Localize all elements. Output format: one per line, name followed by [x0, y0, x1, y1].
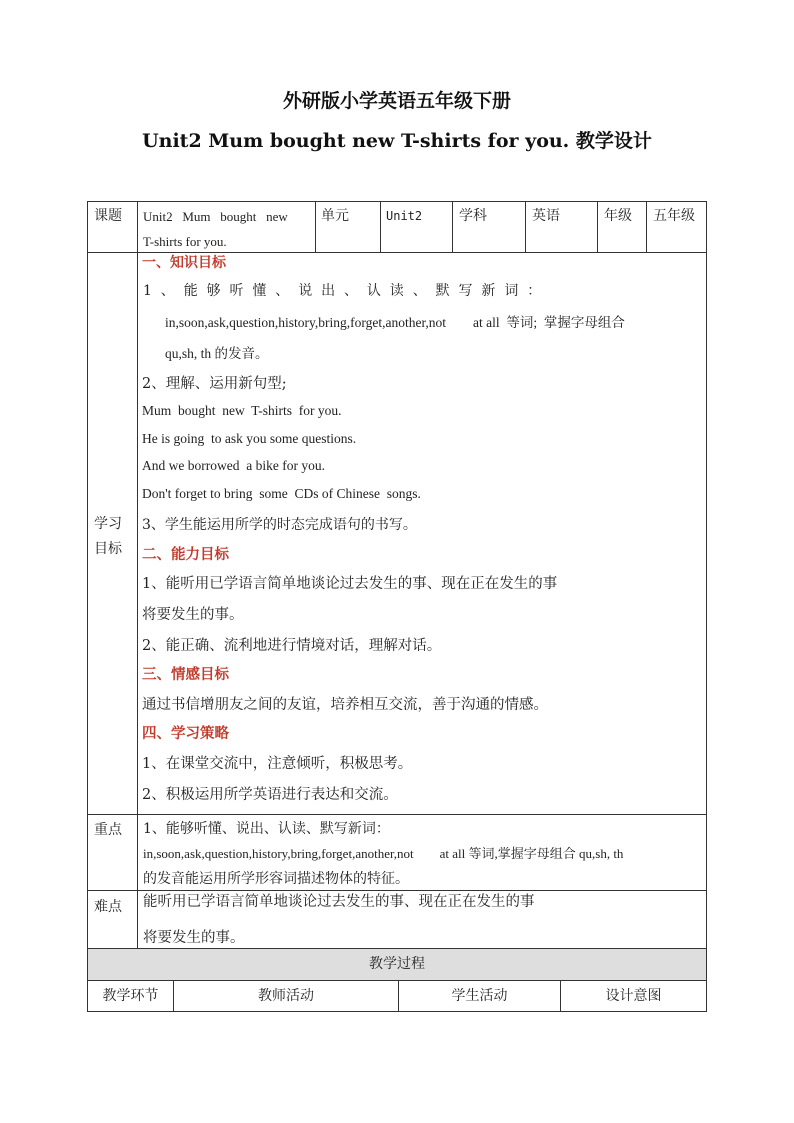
- table-col-h7: [646, 201, 647, 252]
- process-col-teacher: 教师活动: [258, 988, 314, 1004]
- label-topic: 课题: [94, 208, 122, 224]
- process-title: 教学过程: [369, 956, 425, 972]
- label-subject: 学科: [459, 208, 487, 224]
- section-ability-title: 二、能力目标: [142, 546, 229, 563]
- section-strategy-title: 四、学习策略: [142, 725, 229, 742]
- label-grade: 年级: [604, 208, 632, 224]
- table-border-left: [87, 201, 88, 1012]
- process-col-student: 学生活动: [451, 988, 508, 1004]
- label-unit: 单元: [321, 208, 349, 224]
- table-line-after-goals: [87, 814, 707, 815]
- ability-item1-line1: 1、能听用已学语言简单地谈论过去发生的事、现在正在发生的事: [142, 576, 558, 592]
- table-col-label: [137, 201, 138, 948]
- label-goals-line1: 学习: [94, 516, 122, 532]
- sentence-1: Mum bought new T-shirts for you.: [142, 403, 342, 418]
- topic-value-line1: Unit2 Mum bought new: [143, 209, 288, 224]
- grade-value: 五年级: [653, 208, 695, 224]
- sentence-3: And we borrowed a bike for you.: [142, 458, 325, 473]
- key-points-line3: 的发音能运用所学形容词描述物体的特征。: [143, 871, 409, 887]
- section-emotion-title: 三、情感目标: [142, 666, 229, 683]
- table-border-right: [706, 201, 707, 1012]
- knowledge-item3: 3、学生能运用所学的时态完成语句的书写。: [142, 517, 417, 533]
- label-difficulties: 难点: [94, 899, 122, 915]
- table-line-after-process-title: [87, 980, 707, 981]
- topic-value-line2: T-shirts for you.: [143, 234, 227, 249]
- subject-value: 英语: [532, 208, 560, 224]
- key-points-line2: in,soon,ask,question,history,bring,forget,another,not at all 等词,掌握字母组合 qu,sh, th: [143, 846, 624, 861]
- table-col-h6: [597, 201, 598, 252]
- document-subtitle: Unit2 Mum bought new T-shirts for you. 教学设计: [142, 130, 652, 152]
- table-col-h4: [452, 201, 453, 252]
- label-key-points: 重点: [94, 822, 122, 838]
- table-col-h2: [315, 201, 316, 252]
- ability-item2: 2、能正确、流利地进行情境对话，理解对话。: [142, 638, 442, 654]
- table-line-after-difficulties: [87, 948, 707, 949]
- strategy-item2: 2、积极运用所学英语进行表达和交流。: [142, 787, 398, 803]
- label-goals-line2: 目标: [94, 541, 122, 557]
- difficulties-line1: 能听用已学语言简单地谈论过去发生的事、现在正在发生的事: [143, 894, 535, 910]
- sentence-2: He is going to ask you some questions.: [142, 431, 357, 446]
- table-col-h3: [380, 201, 381, 252]
- section-knowledge-title: 一、知识目标: [142, 255, 226, 271]
- knowledge-item1-line2: in,soon,ask,question,history,bring,forget,another,not at all 等词; 掌握字母组合: [165, 315, 625, 330]
- document-title: 外研版小学英语五年级下册: [282, 90, 511, 112]
- knowledge-item1-line1: 1 、 能 够 听 懂 、 说 出 、 认 读 、 默 写 新 词 ：: [143, 283, 542, 299]
- key-points-line1: 1、能够听懂、说出、认读、默写新词：: [143, 821, 390, 837]
- process-col-purpose: 设计意图: [605, 988, 662, 1004]
- ability-item1-line2: 将要发生的事。: [142, 607, 244, 623]
- table-border-bottom: [87, 1011, 707, 1012]
- emotion-item1: 通过书信增朋友之间的友谊，培养相互交流，善于沟通的情感。: [142, 697, 548, 713]
- table-col-h5: [525, 201, 526, 252]
- sentence-4: Don't forget to bring some CDs of Chinese songs.: [142, 486, 421, 501]
- table-border-top: [87, 201, 707, 202]
- knowledge-item1-line3: qu,sh, th 的发音。: [165, 346, 269, 361]
- difficulties-line2: 将要发生的事。: [143, 930, 245, 946]
- knowledge-item2: 2、理解、运用新句型;: [142, 376, 287, 392]
- process-col-stage: 教学环节: [102, 988, 159, 1004]
- strategy-item1: 1、在课堂交流中，注意倾听，积极思考。: [142, 756, 413, 772]
- unit-value: Unit2: [386, 209, 423, 223]
